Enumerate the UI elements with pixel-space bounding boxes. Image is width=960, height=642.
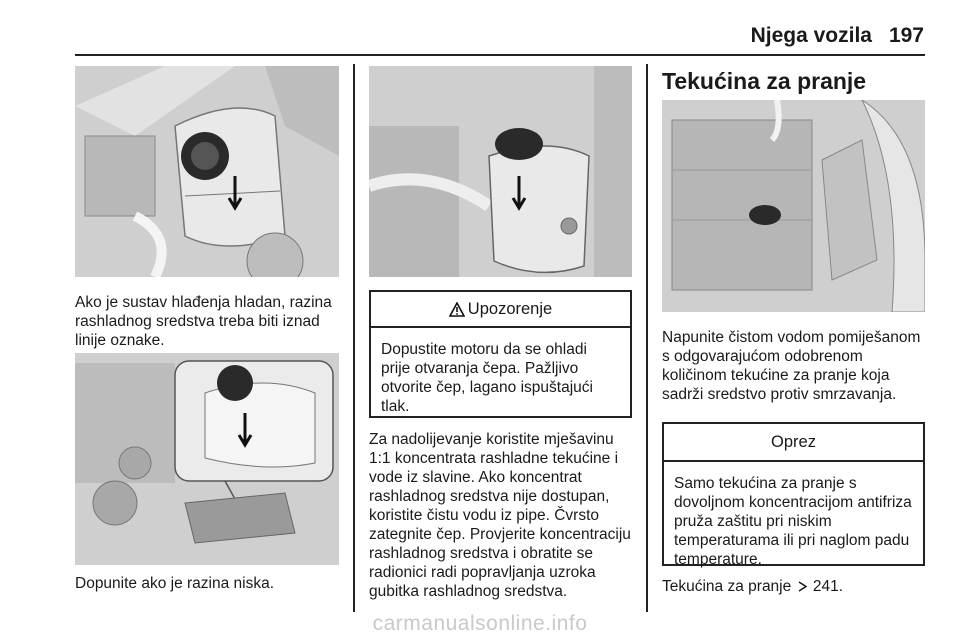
coolant-mix-text: Za nadolijevanje koristite mješavinu 1:1 koncentrata rashladne tekućine i vode iz slavine. Ako koncentrat rashladnog sredstva nije dostupan, koristite čistu vodu iz pipe. Čvrsto zategnite čep. Provjerite koncentraciju rashladnog sredstva i obratite se radionici radi popravljanja uzroka gubitka rashladnog sredstva. <box>369 431 631 600</box>
caution-box <box>662 422 925 566</box>
caution-body: Samo tekućina za pranje s dovoljnom koncentracijom antifriza pruža zaštitu pri niskim temperaturama ili pri naglom padu temperature. <box>674 475 912 568</box>
watermark: carmanualsonline.info <box>372 612 588 635</box>
warning-triangle-icon <box>449 302 465 317</box>
coolant-reservoir-illustration <box>75 66 339 277</box>
coolant-cap-illustration <box>369 66 632 277</box>
coolant-top-up-drawing <box>75 353 339 565</box>
caution-header <box>664 424 923 462</box>
section-heading: Tekućina za pranje <box>662 68 867 94</box>
warning-title: Upozorenje <box>467 299 553 318</box>
xref-page[interactable]: 241. <box>812 578 844 595</box>
coolant-cap-drawing <box>369 66 632 277</box>
header-title: Njega vozila <box>750 24 872 47</box>
header-divider <box>75 54 925 56</box>
coolant-level-text: Ako je sustav hlađenja hladan, razina rashladnog sredstva treba biti iznad linije oznake. <box>75 294 332 349</box>
cross-reference <box>662 577 928 596</box>
column-divider-2 <box>646 64 648 612</box>
caution-title: Oprez <box>771 432 816 451</box>
washer-reservoir-illustration <box>662 100 925 312</box>
xref-label: Tekućina za pranje <box>662 578 792 595</box>
arrow-reference-icon <box>797 581 808 592</box>
warning-header <box>371 292 630 328</box>
top-up-text: Dopunite ako je razina niska. <box>75 575 275 592</box>
coolant-top-up-illustration <box>75 353 339 565</box>
coolant-reservoir-drawing <box>75 66 339 277</box>
warning-body: Dopustite motoru da se ohladi prije otvaranja čepa. Pažljivo otvorite čep, lagano ispuštajući tlak. <box>381 341 593 415</box>
washer-fill-text: Napunite čistom vodom pomiješanom s odgovarajućom odobrenom količinom tekućine za pranje koja sadrži sredstvo protiv smrzavanja. <box>662 329 921 403</box>
column-divider-1 <box>353 64 355 612</box>
page-number: 197 <box>888 24 924 47</box>
washer-reservoir-drawing <box>662 100 925 312</box>
warning-box <box>369 290 632 418</box>
